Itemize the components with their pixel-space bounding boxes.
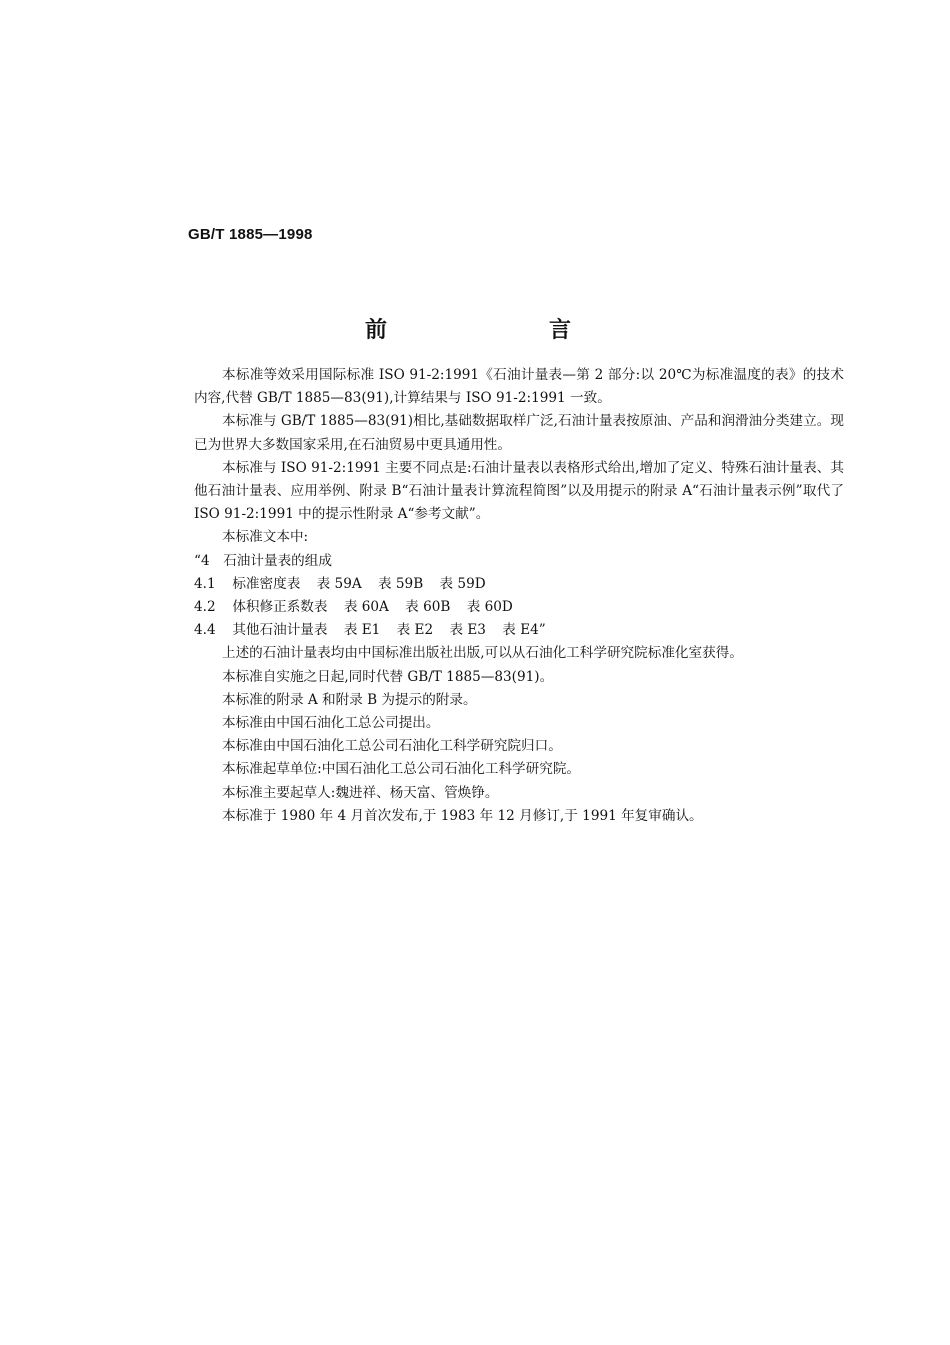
closing-line: 本标准于 1980 年 4 月首次发布,于 1983 年 12 月修订,于 1991 年复审确认。: [222, 807, 703, 824]
paragraph: 本标准与 ISO 91-2:1991 主要不同点是:石油计量表以表格形式给出,增加了定义、特殊石油计量表、其他石油计量表、应用举例、附录 B“石油计量表计算流程简图”以及用提示的附录 A“石油计量表示例”取代了 ISO 91-2:1991 中的提示性附录 A“参考文献”。: [194, 459, 844, 523]
item-name: 体积修正系数表: [232, 599, 328, 616]
paragraph: 本标准等效采用国际标准 ISO 91-2:1991《石油计量表—第 2 部分:以 20℃为标准温度的表》的技术内容,代替 GB/T 1885—83(91),计算结果与 ISO 91-2:1991 一致。: [194, 367, 844, 407]
table-ref: 表 60D: [466, 599, 513, 616]
paragraph: 本标准文本中:: [222, 529, 309, 546]
table-ref: 表 E1: [343, 622, 381, 639]
item-number: 4.4: [194, 622, 216, 639]
page-title: 前 言: [364, 318, 641, 343]
closing-line: 本标准主要起草人:魏进祥、杨天富、管焕铮。: [222, 784, 499, 801]
closing-line: 本标准由中国石油化工总公司提出。: [222, 715, 440, 732]
item-name: 标准密度表: [232, 575, 301, 592]
closing-line: 本标准自实施之日起,同时代替 GB/T 1885—83(91)。: [222, 668, 554, 685]
table-ref: 表 E4”: [502, 622, 546, 639]
closing-line: 本标准起草单位:中国石油化工总公司石油化工科学研究院。: [222, 761, 581, 778]
list-item: [194, 619, 844, 642]
item-name: 其他石油计量表: [232, 622, 328, 639]
closing-line: 本标准由中国石油化工总公司石油化工科学研究院归口。: [222, 738, 562, 755]
quoted-section-heading: “4 石油计量表的组成: [194, 552, 332, 569]
list-item: [194, 573, 844, 596]
paragraph: 本标准与 GB/T 1885—83(91)相比,基础数据取样广泛,石油计量表按原油、产品和润滑油分类建立。现已为世界大多数国家采用,在石油贸易中更具通用性。: [194, 413, 844, 453]
item-number: 4.2: [194, 599, 216, 616]
table-ref: 表 59A: [316, 575, 362, 592]
closing-line: 本标准的附录 A 和附录 B 为提示的附录。: [222, 691, 477, 708]
foreword-body: [194, 364, 844, 828]
table-ref: 表 59D: [439, 575, 486, 592]
item-number: 4.1: [194, 575, 216, 592]
standard-code: GB/T 1885—1998: [188, 226, 313, 243]
closing-line: 上述的石油计量表均由中国标准出版社出版,可以从石油化工科学研究院标准化室获得。: [222, 645, 743, 662]
table-ref: 表 60A: [343, 599, 389, 616]
list-item: [194, 596, 844, 619]
table-ref: 表 E2: [396, 622, 434, 639]
table-ref: 表 E3: [449, 622, 486, 639]
table-ref: 表 59B: [377, 575, 424, 592]
table-ref: 表 60B: [405, 599, 451, 616]
